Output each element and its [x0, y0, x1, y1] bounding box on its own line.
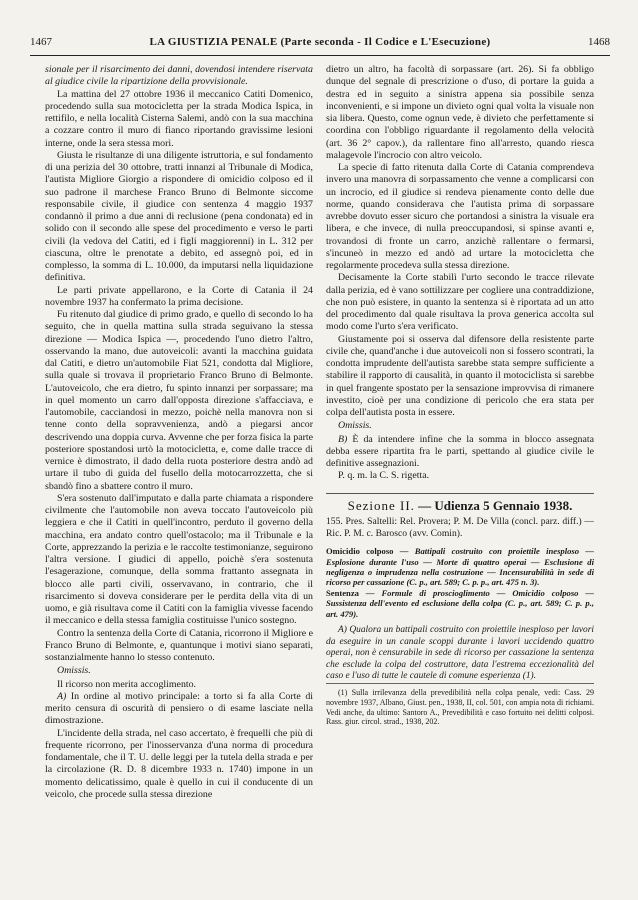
- paragraph: Le parti private appellarono, e la Corte di Catania il 24 novembre 1937 ha confermato la prima decisione.: [45, 284, 313, 308]
- sezione-label: Sezione II.: [347, 497, 415, 513]
- intro-italic: sionale per il risarcimento dei danni, dovendosi intendere riservata al giudice civile la ripartizione della provvisionale.: [45, 64, 313, 88]
- header-rule: [30, 55, 610, 56]
- omissis: Omissis.: [57, 665, 91, 677]
- paragraph: Il ricorso non merita accoglimento.: [57, 678, 197, 690]
- right-column: [326, 64, 594, 876]
- massima-1: [326, 546, 594, 588]
- page-number-right: 1468: [588, 36, 610, 48]
- massime: [326, 546, 594, 619]
- paragraph: La mattina del 27 ottobre 1936 il meccanico Catiti Domenico, procedendo sulla sua motocicletta per la strada Modica Ispica, in rettifilo, e nella località Cisterna Salemi, andò con la sua macchina a cozzare contro il muro di fianco riportando gravissime lesioni interne, onde la sera stessa morì.: [45, 88, 313, 149]
- paragraph: La specie di fatto ritenuta dalla Corte di Catania comprendeva invero una manovra di sorpassamento che venne a complicarsi con un incrocio, ed il giudice si rendeva pienamente conto delle due norme, quando considerava che l'autista prima di sorpassare avrebbe dovuto esser sicuro che portandosi a sinistra la visuale era libera, e che invece, di nulla preoccupandosi, si spinse avanti e, trovandosi di fronte un carro, anzichè rallentare o fermarsi, s'incuneò in mezzo ed andò ad urtare la motocicletta che regolarmente procedeva sulla stessa direzione.: [326, 162, 594, 271]
- paragraph: L'incidente della strada, nel caso accertato, è frequelli che più di frequente ricorrono, per l'inosservanza d'una norma di procedura fondamentale, che il T. U. delle leggi per la tutela della strada e per la circolazione (R. D. 8 dicembre 1933 n. 1740) impone in un momento delicatissimo, quale è quello in cui il conducente di un veicolo, che procede sulla stessa direzione: [45, 727, 313, 800]
- paragraph: Contro la sentenza della Corte di Catania, ricorrono il Migliore e Franco Bruno di Belmonte, e, quantunque i motivi siano separati, sostanzialmente hanno lo stesso contenuto.: [45, 627, 313, 663]
- paragraph: Giusta le risultanze di una diligente istruttoria, e sul fondamento di una perizia del 30 ottobre, tratti innanzi al Tribunale di Modica, l'autista Migliore Giorgio a rispondere di omicidio colposo ed il suo padrone il marchese Franco Bruno di Belmonte siccome responsabile civile, il giudice con sentenza 4 maggio 1937 condannò il primo a due anni di reclusione (pena condonata) ed in solido con il secondo alle spese del procedimento e verso le parti civili (la vedova del Catiti, ed i figli maggiorenni) in L. 312 per ciascuna, oltre le prenotate a debito, ed assegnò poi, ed in complesso, la somma di L. 10.000, da imputarsi nella liquidazione definitiva.: [45, 149, 313, 284]
- omissis: Omissis.: [338, 420, 372, 432]
- point-a-text: In ordine al motivo principale: a torto si fa alla Corte di merito censura di oscurità di pensiero o di esame lasciate nella dimostrazione.: [45, 690, 313, 727]
- point-a: [45, 691, 313, 728]
- footnote: (1) Sulla irrilevanza della prevedibilità nella colpa penale, vedi: Cass. 29 novembre 1937, Albano, Giust. pen., 1938, II, col. 501, con ampia nota di richiami. Vedi anche, da ultimo: Santoro A., Prevedibilità e caso fortuito nei delitti colposi. Rass. giur. circol. strad., 1938, 202.: [326, 683, 594, 727]
- paragraph: dietro un altro, ha facoltà di sorpassare (art. 26). Si fa obbligo dunque del segnale di prescrizione o d'uso, di portare la guida a destra ed in seguito a sinistra appena sia possibile senza inconvenienti, e si impone un divieto ogni qual volta la visuale non sia libera. Questo, come ognun vede, è divieto che perfettamente si coordina con l'obbligo riguardante il regolamento della velocità (art. 36 2° capov.), da rallentare fino all'arresto, quando riesca malagevole l'incrocio con altro veicolo.: [326, 64, 594, 161]
- massima-2: [326, 588, 594, 619]
- running-title: LA GIUSTIZIA PENALE (Parte seconda - Il Codice e L'Esecuzione): [149, 36, 491, 48]
- paragraph: S'era sostenuto dall'imputato e dalla parte chiamata a rispondere civilmente che l'automobile non aveva toccato l'autoveicolo più leggiera e che il Catiti in quell'incontro, perduto il governo della macchina, era andato contro quell'ostacolo; ma il Tribunale e la Corte, apprezzando la perizia e le raccolte testimonianze, seguirono l'altra versione. I giudici di appello, poichè s'era sostenuta l'esagerazione, comunque, della somma frattanto assegnata in blocco alle parti civili, osservavano, in contrario, che il risarcimento si doveva considerare per le perdita della vita di un uomo, e già risultava come il Catiti con la famiglia vivesse facendo il meccanico e della stessa famiglia costituisse l'unico sostegno.: [45, 492, 313, 627]
- point-a-label: A): [57, 690, 67, 702]
- paragraph: Giustamente poi si osserva dal difensore della resistente parte civile che, quand'anche i due autoveicoli non si fossero scontrati, la condotta imprudente dell'autista sarebbe stata sempre sufficiente a stabilire il rapporto di causalità, in quanto il motociclista si sarebbe in quel frangente spostato per la sensazione improvvisa di rimanere investito, cioè per una condizione di pericolo che era stata per colpa dell'autista posta in essere.: [326, 333, 594, 418]
- section-heading: [326, 493, 594, 512]
- page-number-left: 1467: [30, 36, 52, 48]
- paragraph: Decisamente la Corte stabilì l'urto secondo le tracce rilevate dalla perizia, ed è vano sottilizzare per cogliere una contraddizione, che non può esistere, in quanto la sentenza si è riportata ad un atto del procedimento dal quale risultava la prova generica accolta sul modo come l'urto s'era verificato.: [326, 272, 594, 333]
- case-line: 155. Pres. Saltelli: Rel. Provera; P. M. De Villa (concl. parz. diff.) — Ric. P. M. c. Barosco (avv. Comin).: [326, 515, 594, 539]
- point-b: [326, 434, 594, 471]
- left-column: [45, 64, 313, 876]
- pqm: P. q. m. la C. S. rigetta.: [338, 470, 430, 482]
- udienza: — Udienza 5 Gennaio 1938.: [418, 497, 573, 513]
- massima-1-text: — Battipali costruito con proiettile inesploso — Esplosione durante l'uso — Morte di quattro operai — Esclusione di negligenza o imprudenza nella costruzione — Incensurabilità in sede di ricorso per cassazione (C. p., art. 589; C. p. p., art. 475 n. 3).: [326, 546, 594, 588]
- massima-2-label: Sentenza: [326, 587, 359, 598]
- paragraph: Fu ritenuto dal giudice di primo grado, e quello di secondo lo ha seguito, che in quella mattina sulla strada seguivano la stessa direzione — Modica Ispica —, procedendo l'uno dietro l'altro, osservando la mano, due autoveicoli: avanti la macchina guidata dal Catiti, e dietro un'automobile Fiat 521, condotta dal Migliore, sulla quale si trovava il proprietario Franco Bruno di Belmonte. L'autoveicolo, che era dietro, fu spinto innanzi per sorpassare; ma in quel momento un carro dall'opposta direzione s'affacciava, e l'automobile, cacciandosi in mezzo, poichè nella manovra non si tenne conto della sopravvenienza, andò a piegarsi ancor descrivendo una doppia curva. Avvenne che per forza fisica la parte posteriore spostandosi urtò la motocicletta, e, come dalle tracce di vernice è dimostrato, il dado della ruota posteriore destra andò ad urtare il tubo di guida del fusello della motocarrozzetta, che si sbandò fino a sbattere contro il muro.: [45, 309, 313, 492]
- massima-1-label: Omicidio colposo: [326, 546, 394, 557]
- massima-a: A) Qualora un battipali costruito con proiettile inesploso per lavori da eseguire in un canale scoppi durante i lavori uccidendo quattro operai, non è censurabile in sede di ricorso per cassazione la sentenza che esclude la colpa del costruttore, data l'estrema eccezionalità del caso e l'uso di tutte le cautele di comune esperienza (1).: [326, 625, 594, 682]
- point-b-label: B): [338, 433, 348, 445]
- page-header: [30, 36, 610, 52]
- massima-2-text: — Formule di proscioglimento — Omicidio colposo — Sussistenza dell'evento ed esclusione della colpa (C. p., art. 589; C. p. p., art. 479).: [326, 587, 594, 619]
- point-b-text: È da intendere infine che la somma in blocco assegnata debba essere ripartita fra le parti, spettando al giudice civile le definitive assegnazioni.: [326, 433, 594, 469]
